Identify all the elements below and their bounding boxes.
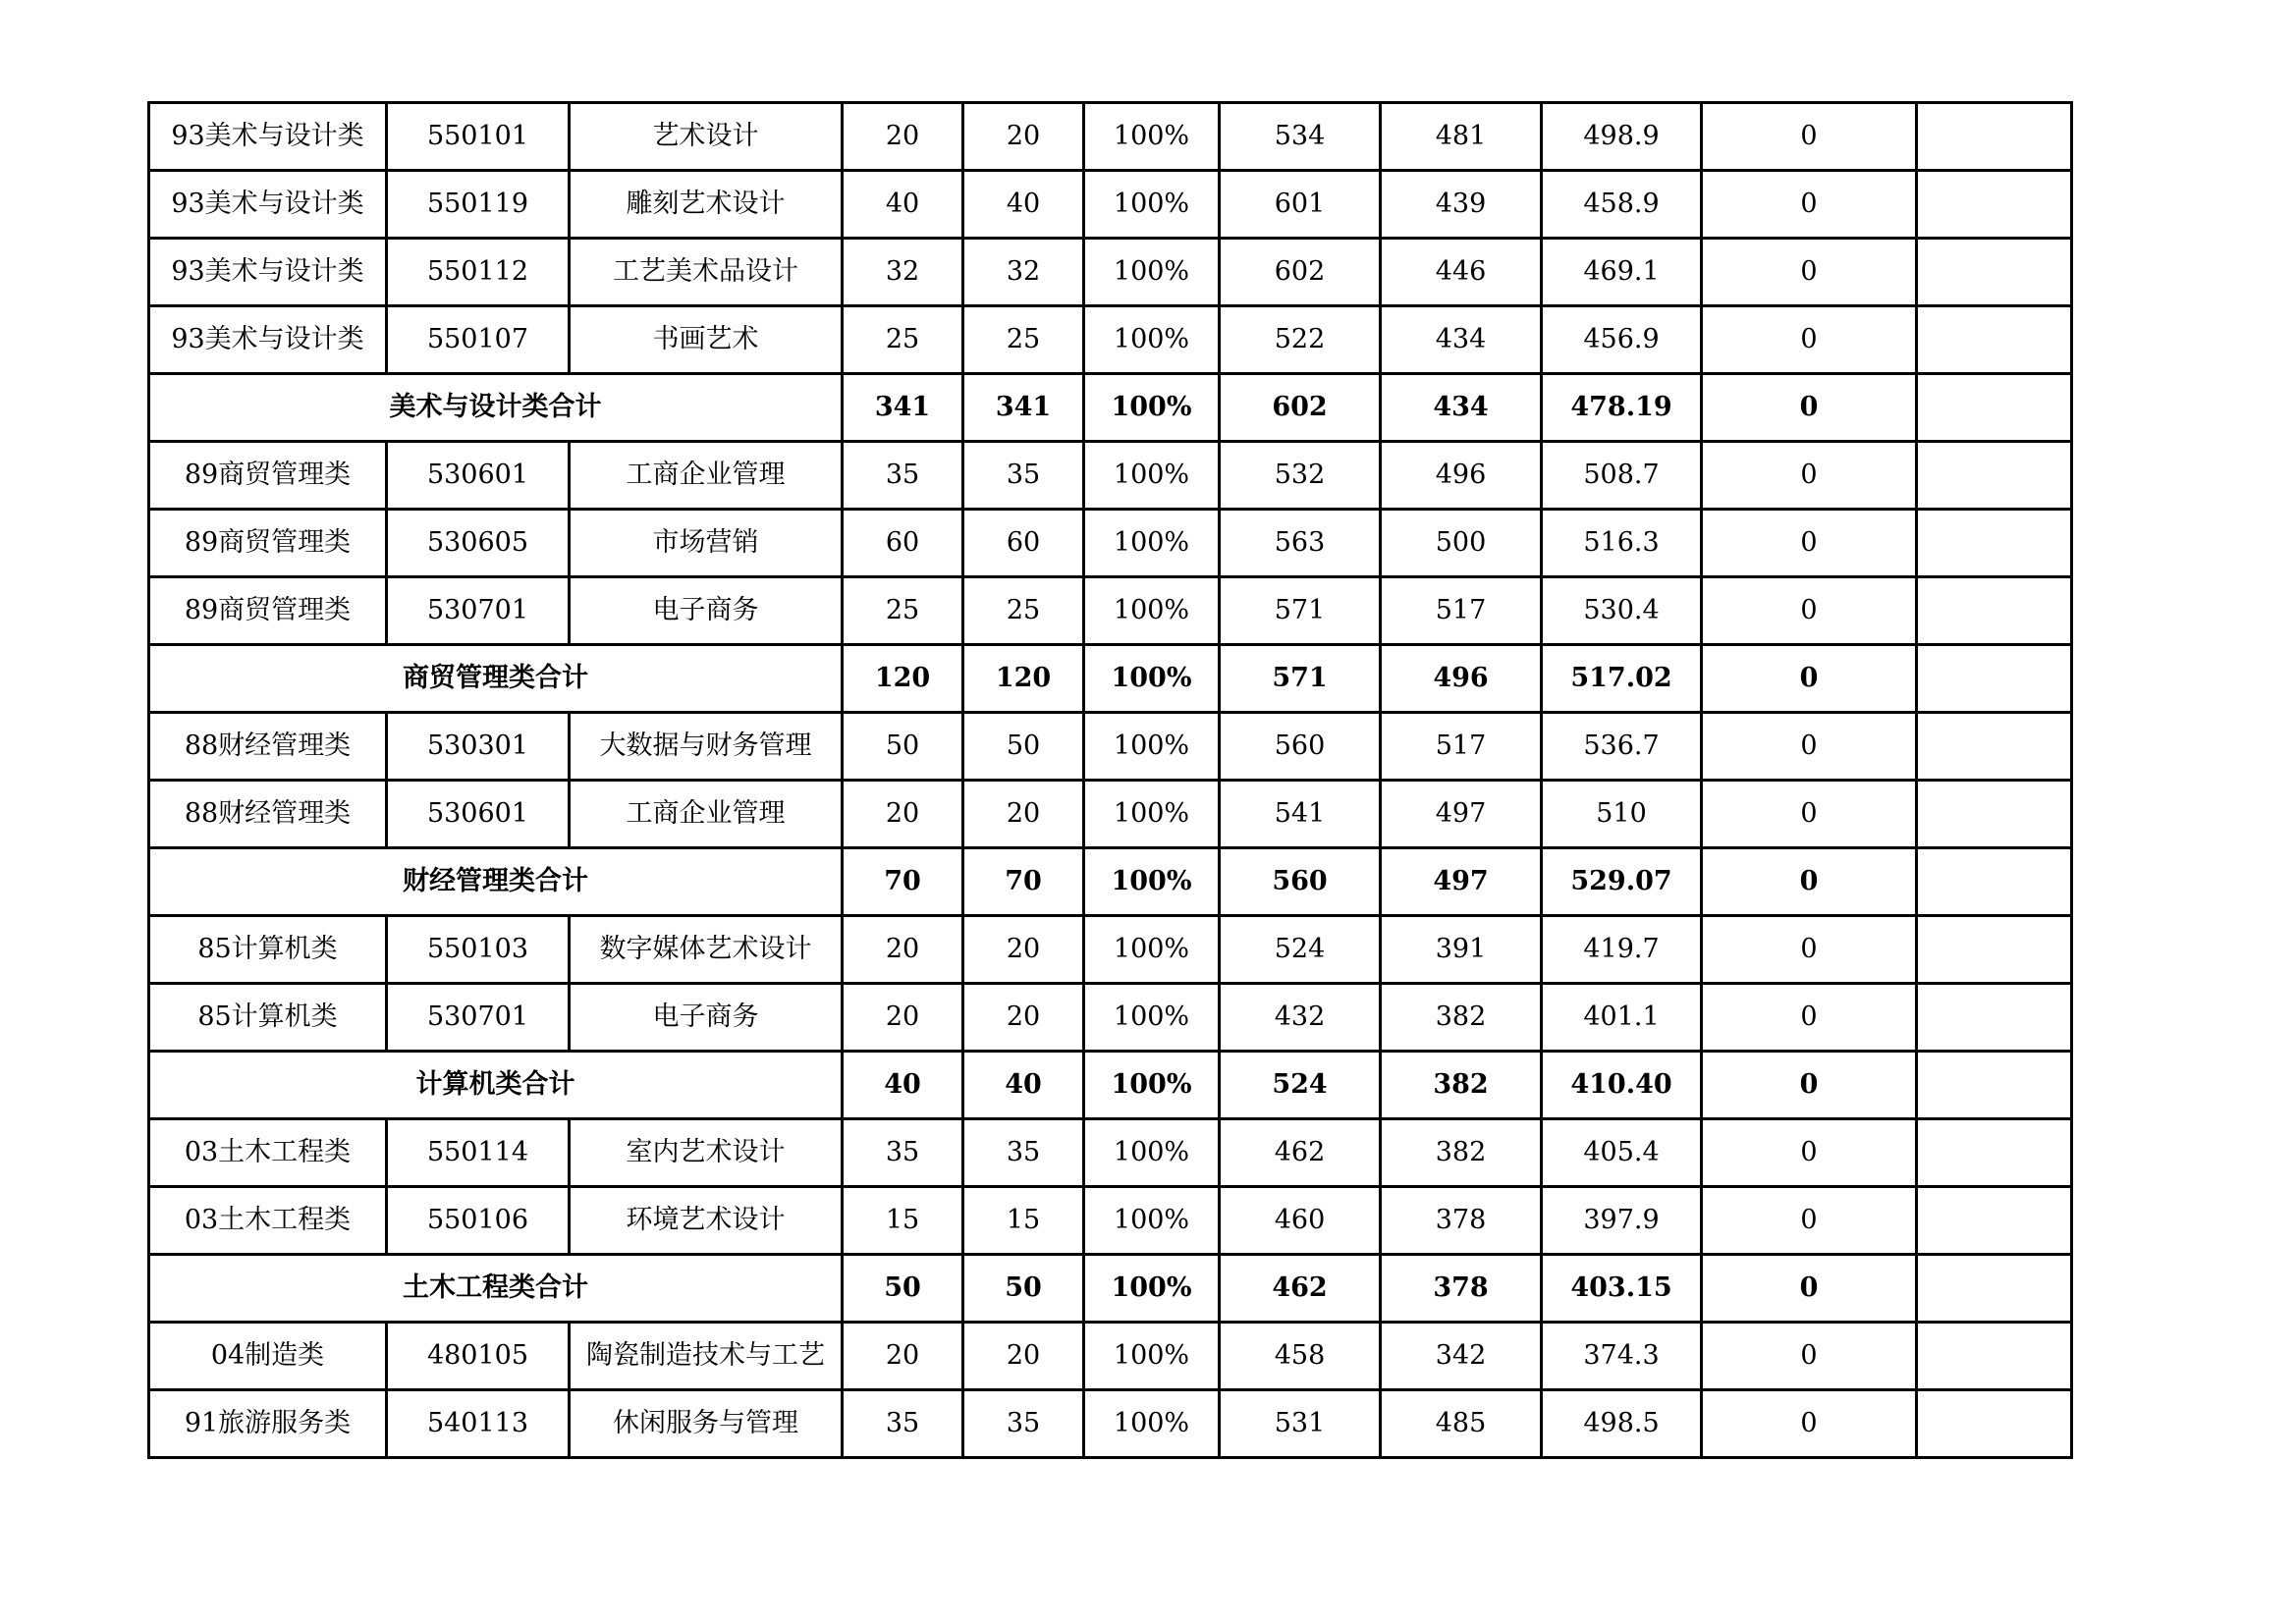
other-count-cell: 0 <box>1702 781 1917 848</box>
major-name-cell: 室内艺术设计 <box>570 1119 843 1187</box>
major-code-cell: 550103 <box>387 916 570 984</box>
subtotal-label-cell: 土木工程类合计 <box>149 1255 843 1323</box>
admission-rate-cell: 100% <box>1084 306 1220 374</box>
admission-rate-cell: 100% <box>1084 103 1220 171</box>
average-score-cell: 405.4 <box>1542 1119 1702 1187</box>
major-code-cell: 550114 <box>387 1119 570 1187</box>
category-cell: 91旅游服务类 <box>149 1390 387 1458</box>
max-score-cell: 534 <box>1220 103 1381 171</box>
table-row <box>149 713 2072 781</box>
other-count-cell: 0 <box>1702 1052 1917 1119</box>
subtotal-row <box>149 1255 2072 1323</box>
average-score-cell: 498.9 <box>1542 103 1702 171</box>
min-score-cell: 439 <box>1381 171 1542 239</box>
category-cell: 03土木工程类 <box>149 1187 387 1255</box>
admission-rate-cell: 100% <box>1084 645 1220 713</box>
other-count-cell: 0 <box>1702 1323 1917 1390</box>
category-cell: 89商贸管理类 <box>149 510 387 577</box>
note-cell <box>1917 1390 2072 1458</box>
other-count-cell: 0 <box>1702 645 1917 713</box>
max-score-cell: 563 <box>1220 510 1381 577</box>
average-score-cell: 410.40 <box>1542 1052 1702 1119</box>
major-name-cell: 工商企业管理 <box>570 781 843 848</box>
max-score-cell: 601 <box>1220 171 1381 239</box>
admission-rate-cell: 100% <box>1084 239 1220 306</box>
admission-rate-cell: 100% <box>1084 781 1220 848</box>
table-row <box>149 239 2072 306</box>
note-cell <box>1917 442 2072 510</box>
planned-count-cell: 15 <box>843 1187 963 1255</box>
category-cell: 93美术与设计类 <box>149 306 387 374</box>
major-name-cell: 大数据与财务管理 <box>570 713 843 781</box>
admitted-count-cell: 20 <box>963 916 1084 984</box>
table-row <box>149 781 2072 848</box>
note-cell <box>1917 781 2072 848</box>
major-name-cell: 工商企业管理 <box>570 442 843 510</box>
average-score-cell: 458.9 <box>1542 171 1702 239</box>
min-score-cell: 342 <box>1381 1323 1542 1390</box>
table-row <box>149 103 2072 171</box>
other-count-cell: 0 <box>1702 713 1917 781</box>
planned-count-cell: 20 <box>843 984 963 1052</box>
other-count-cell: 0 <box>1702 171 1917 239</box>
admission-rate-cell: 100% <box>1084 916 1220 984</box>
table-row <box>149 1187 2072 1255</box>
planned-count-cell: 341 <box>843 374 963 442</box>
category-cell: 93美术与设计类 <box>149 171 387 239</box>
min-score-cell: 496 <box>1381 442 1542 510</box>
note-cell <box>1917 306 2072 374</box>
admitted-count-cell: 15 <box>963 1187 1084 1255</box>
min-score-cell: 382 <box>1381 1119 1542 1187</box>
planned-count-cell: 20 <box>843 103 963 171</box>
category-cell: 88财经管理类 <box>149 713 387 781</box>
table-row <box>149 577 2072 645</box>
table-row <box>149 306 2072 374</box>
admitted-count-cell: 40 <box>963 171 1084 239</box>
admission-rate-cell: 100% <box>1084 1119 1220 1187</box>
major-name-cell: 艺术设计 <box>570 103 843 171</box>
note-cell <box>1917 374 2072 442</box>
min-score-cell: 517 <box>1381 713 1542 781</box>
admitted-count-cell: 35 <box>963 442 1084 510</box>
average-score-cell: 419.7 <box>1542 916 1702 984</box>
admission-rate-cell: 100% <box>1084 510 1220 577</box>
major-code-cell: 480105 <box>387 1323 570 1390</box>
table-row <box>149 984 2072 1052</box>
table-row <box>149 1323 2072 1390</box>
table-row <box>149 916 2072 984</box>
average-score-cell: 397.9 <box>1542 1187 1702 1255</box>
admitted-count-cell: 35 <box>963 1390 1084 1458</box>
category-cell: 93美术与设计类 <box>149 103 387 171</box>
major-code-cell: 530601 <box>387 781 570 848</box>
category-cell: 85计算机类 <box>149 916 387 984</box>
subtotal-row <box>149 1052 2072 1119</box>
major-name-cell: 雕刻艺术设计 <box>570 171 843 239</box>
min-score-cell: 517 <box>1381 577 1542 645</box>
max-score-cell: 602 <box>1220 374 1381 442</box>
max-score-cell: 460 <box>1220 1187 1381 1255</box>
major-code-cell: 530701 <box>387 984 570 1052</box>
min-score-cell: 446 <box>1381 239 1542 306</box>
major-code-cell: 530601 <box>387 442 570 510</box>
average-score-cell: 510 <box>1542 781 1702 848</box>
other-count-cell: 0 <box>1702 510 1917 577</box>
note-cell <box>1917 1119 2072 1187</box>
note-cell <box>1917 577 2072 645</box>
major-name-cell: 休闲服务与管理 <box>570 1390 843 1458</box>
planned-count-cell: 70 <box>843 848 963 916</box>
planned-count-cell: 50 <box>843 713 963 781</box>
planned-count-cell: 35 <box>843 1390 963 1458</box>
other-count-cell: 0 <box>1702 442 1917 510</box>
average-score-cell: 469.1 <box>1542 239 1702 306</box>
min-score-cell: 382 <box>1381 1052 1542 1119</box>
note-cell <box>1917 848 2072 916</box>
major-name-cell: 书画艺术 <box>570 306 843 374</box>
admitted-count-cell: 60 <box>963 510 1084 577</box>
admission-rate-cell: 100% <box>1084 848 1220 916</box>
subtotal-label-cell: 美术与设计类合计 <box>149 374 843 442</box>
admission-rate-cell: 100% <box>1084 1390 1220 1458</box>
max-score-cell: 524 <box>1220 1052 1381 1119</box>
subtotal-label-cell: 商贸管理类合计 <box>149 645 843 713</box>
admitted-count-cell: 120 <box>963 645 1084 713</box>
major-name-cell: 工艺美术品设计 <box>570 239 843 306</box>
subtotal-label-cell: 财经管理类合计 <box>149 848 843 916</box>
min-score-cell: 378 <box>1381 1255 1542 1323</box>
average-score-cell: 529.07 <box>1542 848 1702 916</box>
min-score-cell: 434 <box>1381 306 1542 374</box>
average-score-cell: 401.1 <box>1542 984 1702 1052</box>
note-cell <box>1917 916 2072 984</box>
max-score-cell: 560 <box>1220 713 1381 781</box>
note-cell <box>1917 713 2072 781</box>
min-score-cell: 378 <box>1381 1187 1542 1255</box>
subtotal-row <box>149 645 2072 713</box>
major-code-cell: 550107 <box>387 306 570 374</box>
note-cell <box>1917 1323 2072 1390</box>
major-code-cell: 550119 <box>387 171 570 239</box>
major-name-cell: 电子商务 <box>570 577 843 645</box>
other-count-cell: 0 <box>1702 984 1917 1052</box>
average-score-cell: 530.4 <box>1542 577 1702 645</box>
planned-count-cell: 25 <box>843 577 963 645</box>
admission-rate-cell: 100% <box>1084 984 1220 1052</box>
admitted-count-cell: 25 <box>963 577 1084 645</box>
table-row <box>149 1119 2072 1187</box>
other-count-cell: 0 <box>1702 1390 1917 1458</box>
max-score-cell: 462 <box>1220 1119 1381 1187</box>
table-row <box>149 1390 2072 1458</box>
table-row <box>149 442 2072 510</box>
admitted-count-cell: 70 <box>963 848 1084 916</box>
other-count-cell: 0 <box>1702 848 1917 916</box>
planned-count-cell: 40 <box>843 171 963 239</box>
max-score-cell: 462 <box>1220 1255 1381 1323</box>
major-code-cell: 540113 <box>387 1390 570 1458</box>
other-count-cell: 0 <box>1702 1119 1917 1187</box>
max-score-cell: 560 <box>1220 848 1381 916</box>
planned-count-cell: 50 <box>843 1255 963 1323</box>
admitted-count-cell: 35 <box>963 1119 1084 1187</box>
category-cell: 04制造类 <box>149 1323 387 1390</box>
category-cell: 89商贸管理类 <box>149 577 387 645</box>
average-score-cell: 508.7 <box>1542 442 1702 510</box>
max-score-cell: 432 <box>1220 984 1381 1052</box>
note-cell <box>1917 171 2072 239</box>
major-name-cell: 电子商务 <box>570 984 843 1052</box>
average-score-cell: 536.7 <box>1542 713 1702 781</box>
admitted-count-cell: 50 <box>963 1255 1084 1323</box>
average-score-cell: 478.19 <box>1542 374 1702 442</box>
category-cell: 89商贸管理类 <box>149 442 387 510</box>
admission-rate-cell: 100% <box>1084 442 1220 510</box>
admitted-count-cell: 40 <box>963 1052 1084 1119</box>
category-cell: 93美术与设计类 <box>149 239 387 306</box>
planned-count-cell: 32 <box>843 239 963 306</box>
admitted-count-cell: 32 <box>963 239 1084 306</box>
min-score-cell: 496 <box>1381 645 1542 713</box>
min-score-cell: 497 <box>1381 848 1542 916</box>
min-score-cell: 497 <box>1381 781 1542 848</box>
min-score-cell: 485 <box>1381 1390 1542 1458</box>
max-score-cell: 532 <box>1220 442 1381 510</box>
note-cell <box>1917 239 2072 306</box>
min-score-cell: 500 <box>1381 510 1542 577</box>
major-code-cell: 530701 <box>387 577 570 645</box>
planned-count-cell: 60 <box>843 510 963 577</box>
major-code-cell: 550106 <box>387 1187 570 1255</box>
average-score-cell: 498.5 <box>1542 1390 1702 1458</box>
other-count-cell: 0 <box>1702 103 1917 171</box>
max-score-cell: 458 <box>1220 1323 1381 1390</box>
major-name-cell: 陶瓷制造技术与工艺 <box>570 1323 843 1390</box>
other-count-cell: 0 <box>1702 577 1917 645</box>
planned-count-cell: 20 <box>843 916 963 984</box>
min-score-cell: 382 <box>1381 984 1542 1052</box>
planned-count-cell: 20 <box>843 781 963 848</box>
admission-rate-cell: 100% <box>1084 713 1220 781</box>
max-score-cell: 524 <box>1220 916 1381 984</box>
max-score-cell: 571 <box>1220 645 1381 713</box>
average-score-cell: 516.3 <box>1542 510 1702 577</box>
average-score-cell: 517.02 <box>1542 645 1702 713</box>
table-row <box>149 510 2072 577</box>
table-body <box>149 103 2072 1458</box>
max-score-cell: 602 <box>1220 239 1381 306</box>
admitted-count-cell: 50 <box>963 713 1084 781</box>
other-count-cell: 0 <box>1702 374 1917 442</box>
note-cell <box>1917 645 2072 713</box>
admission-rate-cell: 100% <box>1084 171 1220 239</box>
category-cell: 03土木工程类 <box>149 1119 387 1187</box>
other-count-cell: 0 <box>1702 1255 1917 1323</box>
note-cell <box>1917 510 2072 577</box>
note-cell <box>1917 984 2072 1052</box>
admitted-count-cell: 20 <box>963 1323 1084 1390</box>
category-cell: 88财经管理类 <box>149 781 387 848</box>
admission-rate-cell: 100% <box>1084 1323 1220 1390</box>
note-cell <box>1917 1052 2072 1119</box>
average-score-cell: 456.9 <box>1542 306 1702 374</box>
admitted-count-cell: 20 <box>963 781 1084 848</box>
note-cell <box>1917 103 2072 171</box>
max-score-cell: 522 <box>1220 306 1381 374</box>
planned-count-cell: 20 <box>843 1323 963 1390</box>
subtotal-row <box>149 374 2072 442</box>
max-score-cell: 571 <box>1220 577 1381 645</box>
max-score-cell: 541 <box>1220 781 1381 848</box>
min-score-cell: 434 <box>1381 374 1542 442</box>
admitted-count-cell: 20 <box>963 103 1084 171</box>
major-code-cell: 530301 <box>387 713 570 781</box>
planned-count-cell: 35 <box>843 442 963 510</box>
admitted-count-cell: 25 <box>963 306 1084 374</box>
planned-count-cell: 35 <box>843 1119 963 1187</box>
major-name-cell: 环境艺术设计 <box>570 1187 843 1255</box>
max-score-cell: 531 <box>1220 1390 1381 1458</box>
average-score-cell: 374.3 <box>1542 1323 1702 1390</box>
min-score-cell: 481 <box>1381 103 1542 171</box>
note-cell <box>1917 1255 2072 1323</box>
category-cell: 85计算机类 <box>149 984 387 1052</box>
planned-count-cell: 40 <box>843 1052 963 1119</box>
admitted-count-cell: 341 <box>963 374 1084 442</box>
major-name-cell: 数字媒体艺术设计 <box>570 916 843 984</box>
planned-count-cell: 120 <box>843 645 963 713</box>
major-name-cell: 市场营销 <box>570 510 843 577</box>
note-cell <box>1917 1187 2072 1255</box>
admission-score-table <box>147 101 2073 1459</box>
other-count-cell: 0 <box>1702 239 1917 306</box>
other-count-cell: 0 <box>1702 1187 1917 1255</box>
admission-rate-cell: 100% <box>1084 374 1220 442</box>
major-code-cell: 530605 <box>387 510 570 577</box>
planned-count-cell: 25 <box>843 306 963 374</box>
admission-rate-cell: 100% <box>1084 577 1220 645</box>
major-code-cell: 550101 <box>387 103 570 171</box>
major-code-cell: 550112 <box>387 239 570 306</box>
subtotal-label-cell: 计算机类合计 <box>149 1052 843 1119</box>
admission-rate-cell: 100% <box>1084 1052 1220 1119</box>
table-row <box>149 171 2072 239</box>
admission-rate-cell: 100% <box>1084 1255 1220 1323</box>
other-count-cell: 0 <box>1702 306 1917 374</box>
min-score-cell: 391 <box>1381 916 1542 984</box>
admission-rate-cell: 100% <box>1084 1187 1220 1255</box>
other-count-cell: 0 <box>1702 916 1917 984</box>
subtotal-row <box>149 848 2072 916</box>
average-score-cell: 403.15 <box>1542 1255 1702 1323</box>
admitted-count-cell: 20 <box>963 984 1084 1052</box>
